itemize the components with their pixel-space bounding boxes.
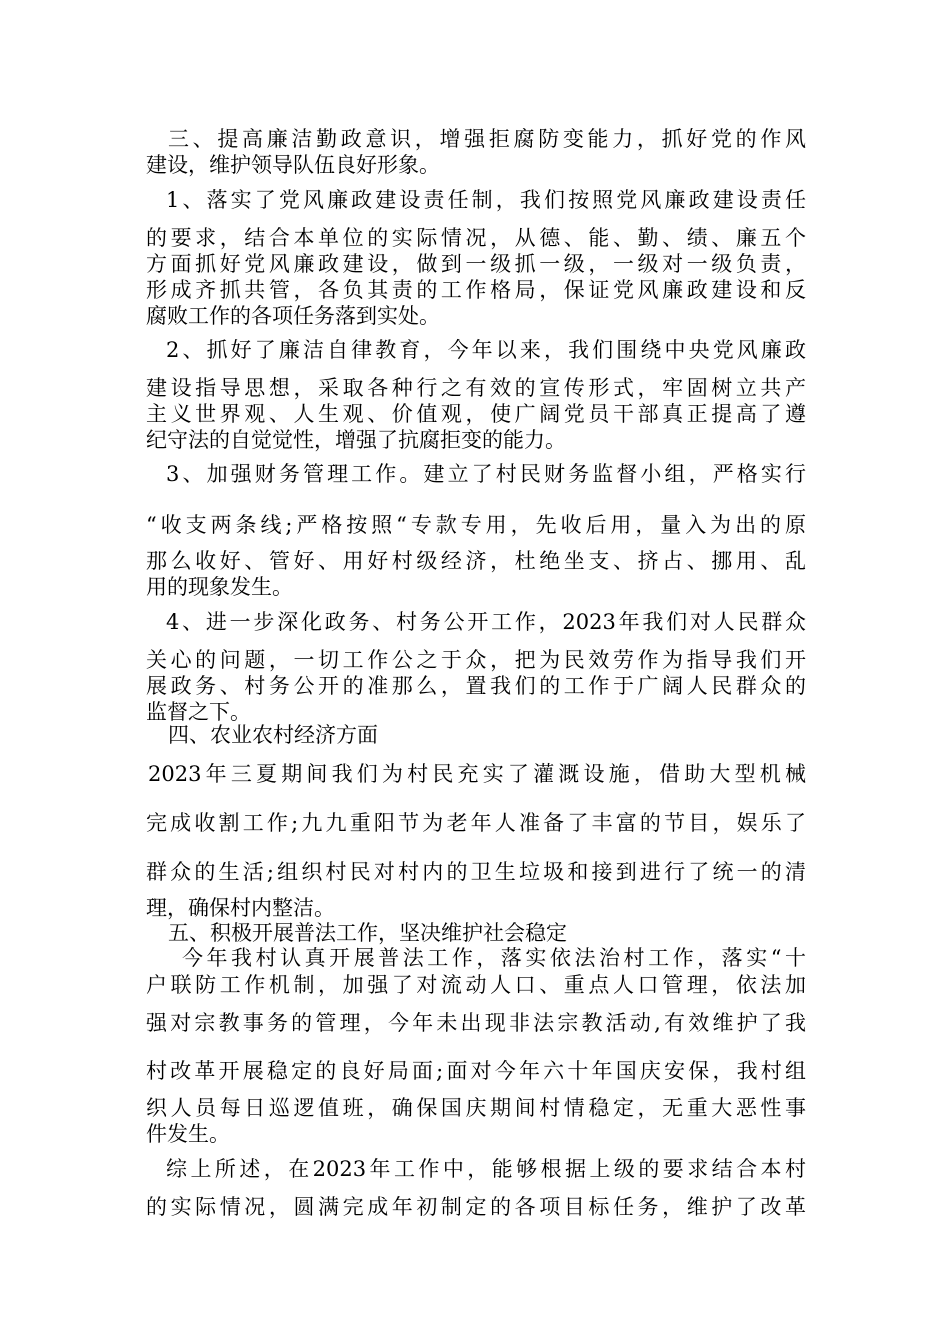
- item-1-line-2: 的要求，结合本单位的实际情况，从德、能、勤、绩、廉五个: [146, 226, 806, 250]
- item-3-line-1: 3、加强财务管理工作。建立了村民财务监督小组，严格实行: [166, 462, 806, 486]
- item-1-line-1: 1、落实了党风廉政建设责任制，我们按照党风廉政建设责任: [166, 188, 806, 212]
- section-3-heading-cont: 建设，维护领导队伍良好形象。: [146, 153, 440, 177]
- item-1-line-4: 形成齐抓共管，各负其责的工作格局，保证党风廉政建设和反: [146, 278, 806, 302]
- section-4-line-2: 完成收割工作;九九重阳节为老年人准备了丰富的节目，娱乐了: [146, 811, 806, 835]
- item-3-line-2: “收支两条线;严格按照“专款专用，先收后用，量入为出的原: [146, 513, 806, 537]
- section-5-line-4: 村改革开展稳定的良好局面;面对今年六十年国庆安保，我村组: [146, 1059, 806, 1083]
- item-1-line-5: 腐败工作的各项任务落到实处。: [146, 304, 440, 328]
- section-5-line-6: 件发生。: [146, 1122, 230, 1146]
- section-4-heading: 四、农业农村经济方面: [168, 723, 378, 747]
- item-2-line-1: 2、抓好了廉洁自律教育，今年以来，我们围绕中央党风廉政: [166, 338, 806, 362]
- item-4-line-4: 监督之下。: [146, 700, 251, 724]
- section-5-line-3: 强对宗教事务的管理，今年未出现非法宗教活动,有效维护了我: [146, 1011, 806, 1035]
- item-3-line-4: 用的现象发生。: [146, 575, 293, 599]
- item-1-line-3: 方面抓好党风廉政建设，做到一级抓一级，一级对一级负责，: [146, 252, 806, 276]
- summary-line-1: 综上所述，在2023年工作中，能够根据上级的要求结合本村: [166, 1157, 806, 1181]
- item-2-line-3: 主义世界观、人生观、价值观，使广阔党员干部真正提高了遵: [146, 402, 806, 426]
- item-2-line-2: 建设指导思想，采取各种行之有效的宣传形式，牢固树立共产: [146, 376, 806, 400]
- section-5-heading: 五、积极开展普法工作，坚决维护社会稳定: [168, 921, 567, 945]
- summary-line-2: 的实际情况，圆满完成年初制定的各项目标任务，维护了改革: [146, 1195, 806, 1219]
- item-4-line-3: 展政务、村务公开的准那么，置我们的工作于广阔人民群众的: [146, 674, 806, 698]
- section-5-line-5: 织人员每日巡逻值班，确保国庆期间村情稳定，无重大恶性事: [146, 1096, 806, 1120]
- item-4-line-2: 关心的问题，一切工作公之于众，把为民效劳作为指导我们开: [146, 648, 806, 672]
- section-3-heading: 三、提高廉洁勤政意识，增强拒腐防变能力，抓好党的作风: [168, 127, 806, 151]
- section-5-line-1: 今年我村认真开展普法工作，落实依法治村工作，落实“十: [182, 946, 806, 970]
- section-5-line-2: 户联防工作机制，加强了对流动人口、重点人口管理，依法加: [146, 973, 806, 997]
- section-4-line-4: 理，确保村内整洁。: [146, 896, 335, 920]
- section-4-line-3: 群众的生活;组织村民对村内的卫生垃圾和接到进行了统一的清: [146, 860, 806, 884]
- item-2-line-4: 纪守法的自觉觉性，增强了抗腐拒变的能力。: [146, 428, 566, 452]
- item-3-line-3: 那么收好、管好、用好村级经济，杜绝坐支、挤占、挪用、乱: [146, 549, 806, 573]
- item-4-line-1: 4、进一步深化政务、村务公开工作，2023年我们对人民群众: [166, 610, 806, 634]
- section-4-line-1: 2023年三夏期间我们为村民充实了灌溉设施，借助大型机械: [148, 762, 806, 786]
